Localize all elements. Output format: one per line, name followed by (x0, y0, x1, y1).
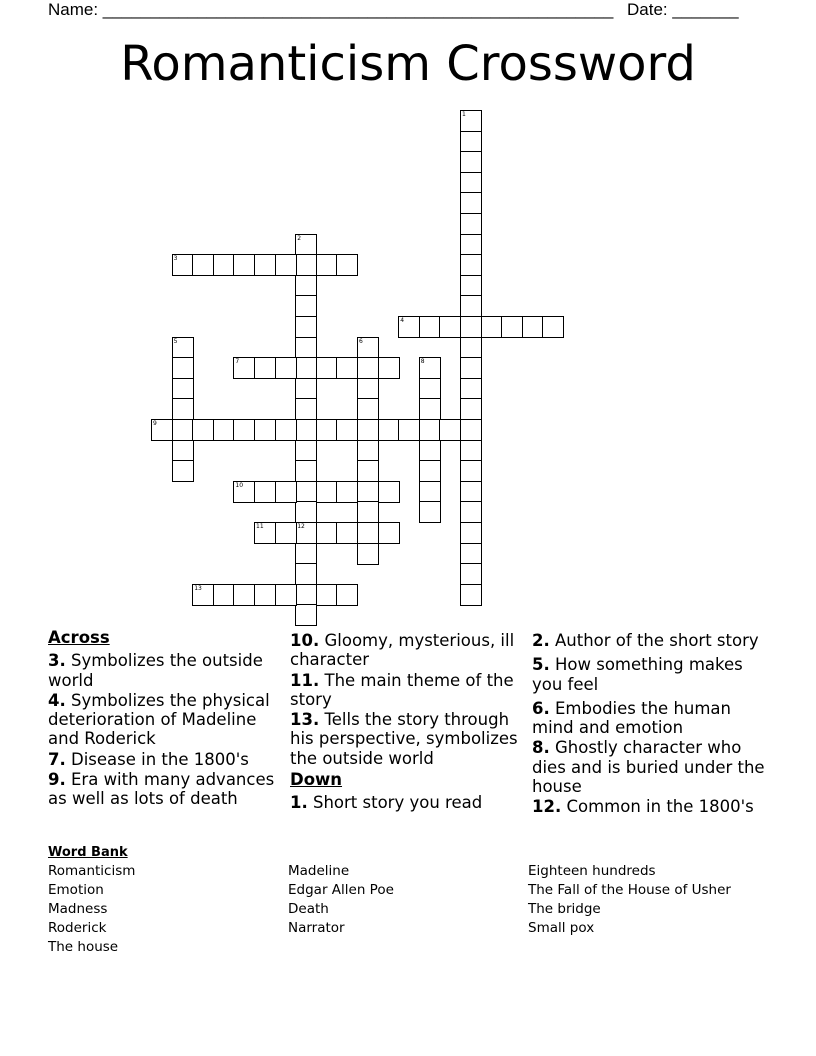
crossword-cell[interactable] (295, 254, 317, 276)
clue-down-1: 1. Short story you read (290, 793, 483, 813)
crossword-cell[interactable] (336, 584, 358, 606)
crossword-cell[interactable] (460, 192, 482, 214)
word-bank-title: Word Bank (48, 845, 128, 860)
crossword-cell[interactable] (295, 295, 317, 317)
crossword-cell[interactable] (419, 440, 441, 462)
clue-across-9: 9. Era with many advances as well as lots of death (48, 770, 275, 809)
crossword-cell[interactable] (275, 357, 297, 379)
crossword-cell[interactable] (460, 254, 482, 276)
clue-across-7: 7. Disease in the 1800's (48, 749, 249, 769)
crossword-cell[interactable] (336, 481, 358, 503)
crossword-cell[interactable] (439, 419, 461, 441)
crossword-cell[interactable] (357, 357, 379, 379)
crossword-cell[interactable] (172, 357, 194, 379)
clue-across-10: 10. Gloomy, mysterious, ill character (290, 631, 515, 670)
crossword-cell[interactable] (439, 316, 461, 338)
crossword-cell[interactable] (233, 254, 255, 276)
date-field-label[interactable]: Date: _______ (627, 0, 739, 19)
crossword-cell[interactable] (460, 151, 482, 173)
clue-down-8: 8. Ghostly character who dies and is buried under the house (532, 738, 765, 797)
word-bank-item: The Fall of the House of Usher (528, 882, 731, 898)
word-bank-item: Narrator (288, 920, 345, 936)
crossword-cell[interactable] (295, 604, 317, 626)
crossword-cell[interactable] (357, 419, 379, 441)
crossword-cell[interactable] (419, 501, 441, 523)
crossword-cell[interactable] (357, 522, 379, 544)
clue-down-12: 12. Common in the 1800's (532, 797, 754, 817)
crossword-cell[interactable] (460, 440, 482, 462)
clue-number: 1 (462, 111, 466, 118)
crossword-cell[interactable] (336, 357, 358, 379)
crossword-cell[interactable] (398, 419, 420, 441)
crossword-cell[interactable] (295, 419, 317, 441)
clue-number: 6 (359, 337, 363, 345)
crossword-cell[interactable] (460, 419, 482, 441)
crossword-cell[interactable] (522, 316, 544, 338)
crossword-cell[interactable] (316, 357, 338, 379)
name-field-label[interactable]: Name: ______________________________________________________ (48, 0, 614, 19)
crossword-cell[interactable] (542, 316, 564, 338)
crossword-cell[interactable] (419, 316, 441, 338)
crossword-cell[interactable] (254, 481, 276, 503)
crossword-cell[interactable] (295, 378, 317, 400)
crossword-cell[interactable] (460, 501, 482, 523)
crossword-cell[interactable] (295, 563, 317, 585)
crossword-cell[interactable] (357, 543, 379, 565)
word-bank-item: Roderick (48, 920, 107, 936)
crossword-cell[interactable] (378, 481, 400, 503)
crossword-cell[interactable] (295, 584, 317, 606)
crossword-cell[interactable] (254, 419, 276, 441)
crossword-cell[interactable] (336, 522, 358, 544)
crossword-cell[interactable] (192, 419, 214, 441)
crossword-cell[interactable] (460, 213, 482, 235)
clue-column-2 (290, 631, 525, 814)
clue-across-13: 13. Tells the story through his perspective, symbolizes the outside world (290, 710, 518, 768)
crossword-cell[interactable] (275, 584, 297, 606)
clue-number: 10 (235, 481, 244, 489)
crossword-cell[interactable] (213, 584, 235, 606)
word-bank-item: Madness (48, 901, 108, 917)
crossword-cell[interactable] (460, 357, 482, 379)
crossword-cell[interactable] (295, 543, 317, 565)
crossword-cell[interactable] (419, 398, 441, 420)
crossword-cell[interactable] (275, 522, 297, 544)
clue-down-2: 2. Author of the short story (532, 631, 759, 650)
crossword-cell[interactable] (419, 419, 441, 441)
crossword-cell[interactable] (295, 481, 317, 503)
word-bank-item: Edgar Allen Poe (288, 882, 394, 898)
crossword-cell[interactable] (336, 254, 358, 276)
crossword-cell[interactable] (460, 337, 482, 359)
crossword-cell[interactable] (460, 398, 482, 420)
crossword-cell[interactable] (336, 419, 358, 441)
crossword-cell[interactable] (254, 357, 276, 379)
crossword-cell[interactable] (357, 378, 379, 400)
crossword-cell[interactable] (378, 522, 400, 544)
word-bank-item: The bridge (528, 901, 601, 917)
crossword-cell[interactable] (316, 481, 338, 503)
clue-across-11: 11. The main theme of the story (290, 670, 514, 709)
crossword-cell[interactable] (357, 440, 379, 462)
word-bank-item: The house (48, 939, 119, 955)
crossword-cell[interactable] (460, 295, 482, 317)
clue-number: 2 (297, 234, 302, 242)
crossword-cell[interactable] (192, 254, 214, 276)
crossword-cell[interactable] (357, 501, 379, 523)
crossword-cell[interactable] (275, 254, 297, 276)
word-bank-column-2 (288, 862, 394, 938)
crossword-cell[interactable] (357, 481, 379, 503)
crossword-cell[interactable] (295, 501, 317, 523)
crossword-cell[interactable] (460, 584, 482, 606)
crossword-cell[interactable] (460, 563, 482, 585)
clue-number: 3 (173, 255, 178, 263)
crossword-cell[interactable] (213, 419, 235, 441)
crossword-cell[interactable] (254, 254, 276, 276)
across-heading: Across (48, 628, 110, 647)
clue-column-3 (532, 631, 767, 818)
word-bank-item: Madeline (288, 863, 350, 879)
crossword-cell[interactable] (172, 419, 194, 441)
crossword-cell[interactable] (481, 316, 503, 338)
word-bank-item: Death (288, 901, 329, 917)
crossword-cell[interactable] (275, 419, 297, 441)
crossword-cell[interactable] (295, 460, 317, 482)
crossword-cell[interactable] (357, 398, 379, 420)
crossword-cell[interactable] (460, 481, 482, 503)
clue-number: 12 (297, 523, 305, 530)
crossword-cell[interactable] (460, 378, 482, 400)
crossword-cell[interactable] (213, 254, 235, 276)
crossword-cell[interactable] (316, 254, 338, 276)
crossword-cell[interactable] (460, 172, 482, 194)
crossword-cell[interactable] (295, 275, 317, 297)
crossword-cell[interactable] (172, 398, 194, 420)
clue-number: 5 (173, 337, 178, 345)
word-bank-column-3 (528, 862, 731, 938)
crossword-cell[interactable] (378, 419, 400, 441)
crossword-cell[interactable] (172, 378, 194, 400)
word-bank-item: Eighteen hundreds (528, 863, 656, 879)
crossword-cell[interactable] (233, 419, 255, 441)
crossword-cell[interactable] (419, 481, 441, 503)
down-heading: Down (290, 770, 343, 790)
crossword-cell[interactable] (172, 460, 194, 482)
crossword-cell[interactable] (419, 378, 441, 400)
clue-across-4: 4. Symbolizes the physical deterioration of Madeline and Roderick (48, 690, 270, 749)
clue-down-5: 5. How something makes you feel (532, 655, 743, 694)
crossword-cell[interactable] (357, 460, 379, 482)
crossword-cell[interactable] (316, 522, 338, 544)
page-title: Romanticism Crossword (120, 36, 696, 92)
clue-down-6: 6. Embodies the human mind and emotion (532, 698, 731, 738)
crossword-cell[interactable] (460, 131, 482, 153)
crossword-cell[interactable] (460, 522, 482, 544)
crossword-cell[interactable] (295, 398, 317, 420)
crossword-cell[interactable] (419, 460, 441, 482)
clue-number: 11 (256, 523, 264, 530)
crossword-cell[interactable] (295, 440, 317, 462)
clue-number: 8 (420, 358, 425, 366)
word-bank-item: Small pox (528, 920, 595, 936)
word-bank-column-1 (48, 862, 135, 957)
crossword-cell[interactable] (378, 357, 400, 379)
crossword-cell[interactable] (460, 275, 482, 297)
crossword-cell[interactable] (295, 316, 317, 338)
clue-number: 9 (153, 420, 157, 427)
crossword-cell[interactable] (233, 584, 255, 606)
clue-across-3: 3. Symbolizes the outside world (48, 651, 263, 690)
crossword-cell[interactable] (295, 337, 317, 359)
crossword-cell[interactable] (460, 234, 482, 256)
crossword-cell[interactable] (501, 316, 523, 338)
clue-number: 4 (400, 317, 405, 324)
crossword-cell[interactable] (316, 419, 338, 441)
clue-number: 13 (194, 584, 202, 592)
crossword-cell[interactable] (295, 357, 317, 379)
crossword-cell[interactable] (172, 440, 194, 462)
crossword-cell[interactable] (254, 584, 276, 606)
word-bank-item: Romanticism (48, 863, 136, 879)
crossword-cell[interactable] (460, 543, 482, 565)
crossword-cell[interactable] (316, 584, 338, 606)
clue-number: 7 (235, 358, 240, 366)
crossword-cell[interactable] (460, 460, 482, 482)
crossword-cell[interactable] (460, 316, 482, 338)
clue-column-1 (48, 628, 283, 810)
word-bank-item: Emotion (48, 882, 104, 898)
crossword-cell[interactable] (275, 481, 297, 503)
